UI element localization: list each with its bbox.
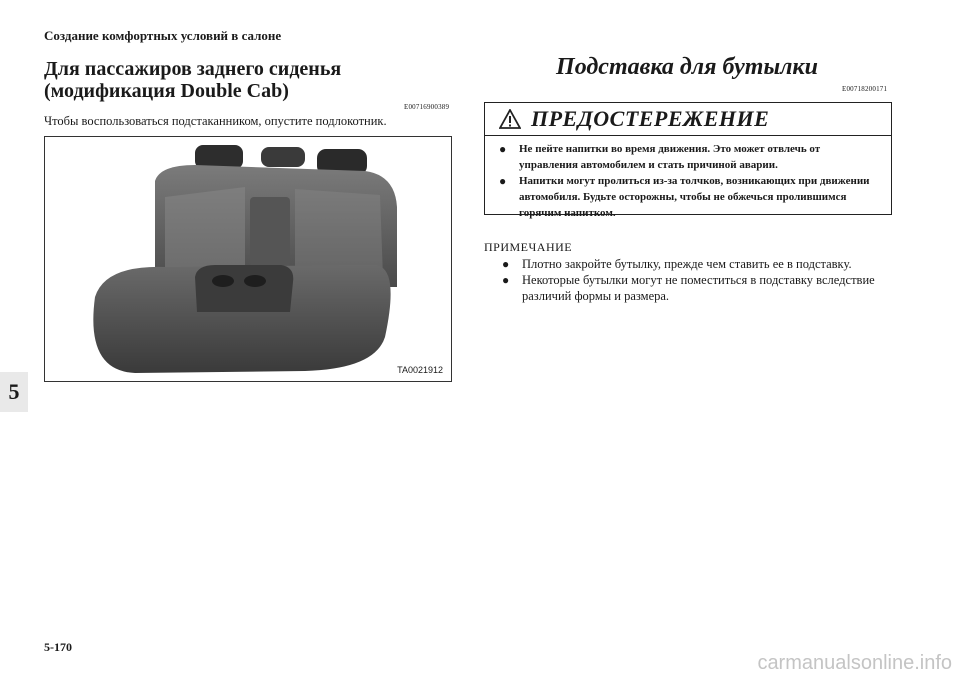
section-code-right: E00718200171 (842, 85, 888, 93)
note-item: ● Плотно закройте бутылку, прежде чем ставить ее в подставку. (502, 257, 852, 271)
rear-seat-illustration (44, 136, 452, 382)
bullet-dot-icon: ● (502, 273, 510, 287)
warning-item: ● Не пейте напитки во время движения. Это может отвлечь от управления автомобилем и стать причиной аварии. (499, 142, 821, 171)
section-code: E00716900389 (404, 103, 450, 111)
warning-box (484, 102, 892, 219)
rear-seat-image (45, 137, 451, 381)
note-title: ПРИМЕЧАНИЕ (484, 240, 573, 254)
warning-triangle-icon (499, 109, 521, 129)
page-number: 5-170 (44, 640, 72, 654)
warning-header (485, 103, 891, 136)
bullet-dot-icon: ● (499, 142, 507, 156)
warning-item: ● Напитки могут пролиться из-за толчков, возникающих при движении автомобиля. Будьте осторожны, чтобы не обжечься пролившимся горячим напитком. (499, 174, 870, 219)
warning-title: ПРЕДОСТЕРЕЖЕНИЕ (531, 106, 770, 131)
bullet-dot-icon: ● (499, 174, 507, 188)
bullet-dot-icon: ● (502, 257, 510, 271)
section-title-rear-seat: Для пассажиров заднего сиденья (модификация Double Cab) (44, 58, 342, 102)
watermark: carmanualsonline.info (757, 652, 952, 674)
running-header: Создание комфортных условий в салоне (44, 28, 282, 43)
chapter-tab: 5 (0, 372, 28, 412)
note-item: ● Некоторые бутылки могут не поместиться в подставку вследствие различий формы и размера. (502, 273, 875, 303)
instruction-text: Чтобы воспользоваться подстаканником, опустите подлокотник. (44, 114, 387, 128)
warning-list (497, 141, 881, 221)
figure-label: TA0021912 (397, 365, 443, 375)
note-list (500, 256, 892, 304)
section-title-bottle-holder: Подставка для бутылки (556, 54, 818, 80)
